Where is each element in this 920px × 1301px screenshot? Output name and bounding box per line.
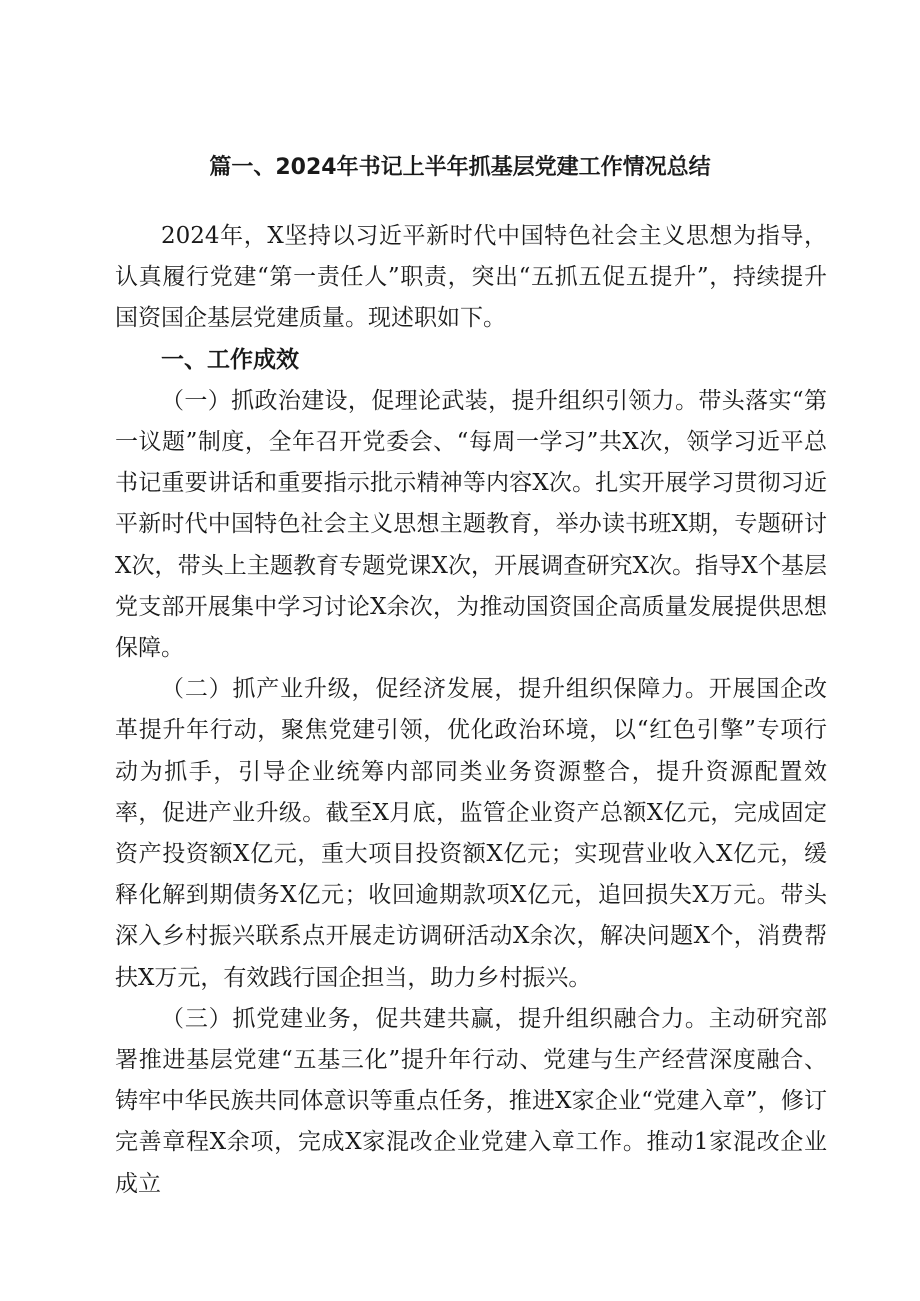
paragraph-political-building: （一）抓政治建设，促理论武装，提升组织引领力。带头落实“第一议题”制度，全年召开党委会、“每周一学习”共X次，领学习近平总书记重要讲话和重要指示批示精神等内容X次。扎实开展学习贯彻习近平新时代中国特色社会主义思想主题教育，举办读书班X期，专题研讨X次，带头上主题教育专题党课X次，开展调查研究X次。指导X个基层党支部开展集中学习讨论X余次，为推动国资国企高质量发展提供思想保障。: [115, 387, 827, 662]
section-heading: 一、工作成效: [161, 346, 299, 373]
intro-paragraph: 2024年，X坚持以习近平新时代中国特色社会主义思想为指导，认真履行党建“第一责任人”职责，突出“五抓五促五提升”，持续提升国资国企基层党建质量。现述职如下。: [115, 223, 827, 332]
paragraph-party-business: （三）抓党建业务，促共建共赢，提升组织融合力。主动研究部署推进基层党建“五基三化”提升年行动、党建与生产经营深度融合、铸牢中华民族共同体意识等重点任务，推进X家企业“党建入章”，修订完善章程X余项，完成X家混改企业党建入章工作。推动1家混改企业成立: [115, 1005, 827, 1197]
paragraph-industry-upgrade: （二）抓产业升级，促经济发展，提升组织保障力。开展国企改革提升年行动，聚焦党建引领，优化政治环境，以“红色引擎”专项行动为抓手，引导企业统筹内部同类业务资源整合，提升资源配置效率，促进产业升级。截至X月底，监管企业资产总额X亿元，完成固定资产投资额X亿元，重大项目投资额X亿元；实现营业收入X亿元，缓释化解到期债务X亿元；收回逾期款项X亿元，追回损失X万元。带头深入乡村振兴联系点开展走访调研活动X余次，解决问题X个，消费帮扶X万元，有效践行国企担当，助力乡村振兴。: [115, 676, 827, 991]
document-body: [115, 216, 827, 1205]
document-title: 篇一、2024年书记上半年抓基层党建工作情况总结: [209, 155, 711, 180]
